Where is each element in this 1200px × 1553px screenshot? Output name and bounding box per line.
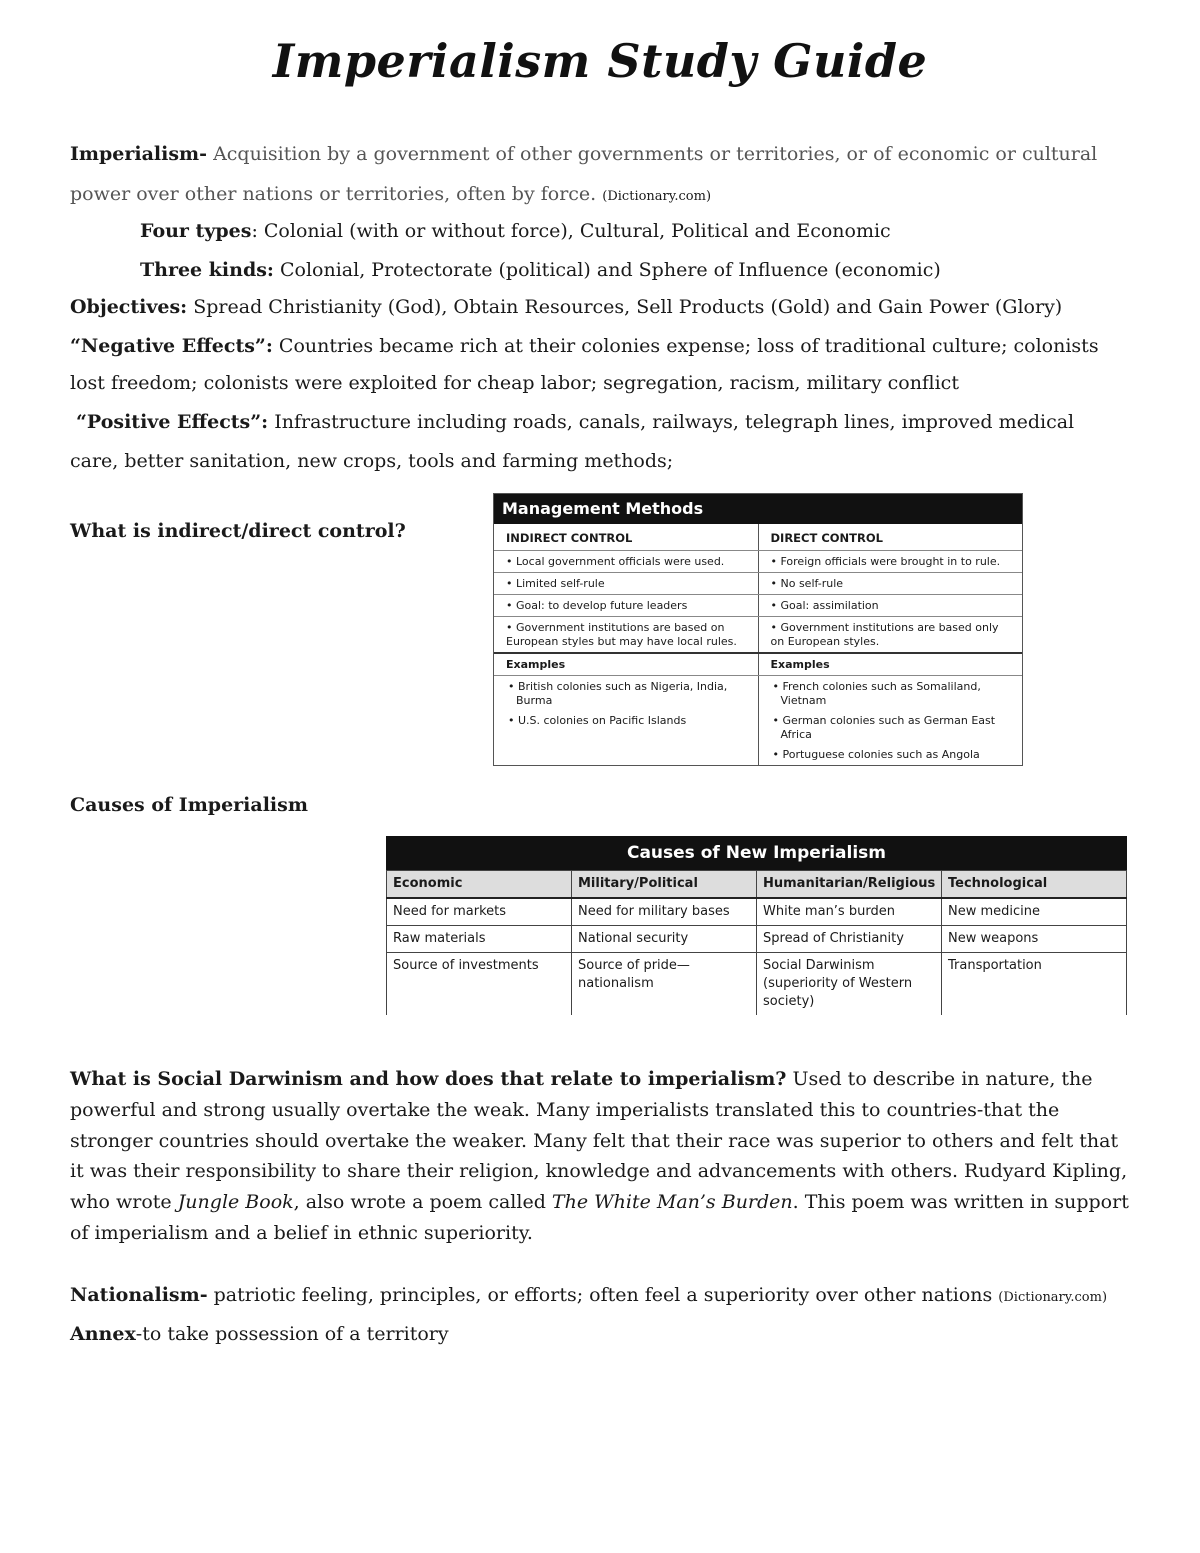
positive-effects-label: “Positive Effects”:	[76, 411, 269, 433]
indirect-control-header: INDIRECT CONTROL	[494, 524, 758, 551]
table-cell: • Government institutions are based on European styles but may have local rules.	[494, 617, 758, 654]
direct-control-header: DIRECT CONTROL	[758, 524, 1022, 551]
table-row	[387, 953, 1127, 1016]
management-methods-table	[493, 493, 1023, 766]
imperialism-term: Imperialism-	[70, 143, 208, 165]
jungle-book-title: Jungle Book	[177, 1191, 294, 1214]
four-types-text: : Colonial (with or without force), Cultural, Political and Economic	[251, 220, 891, 242]
table-cell: • Local government officials were used.	[494, 551, 758, 573]
negative-effects-text-cont: lost freedom; colonists were exploited for cheap labor; segregation, racism, military conflict	[70, 372, 959, 394]
control-question-text: What is indirect/direct control?	[70, 520, 406, 542]
nationalism-term: Nationalism-	[70, 1284, 208, 1306]
examples-label: Examples	[758, 653, 1022, 676]
annex-term: Annex	[70, 1323, 136, 1345]
table-cell: Transportation	[942, 953, 1127, 1016]
table-cell: Source of investments	[387, 953, 572, 1016]
imperialism-definition-line	[70, 142, 1097, 166]
list-item: • U.S. colonies on Pacific Islands	[508, 714, 687, 727]
nationalism-definition	[70, 1283, 1107, 1310]
annex-definition	[70, 1322, 449, 1346]
table-cell: • Goal: assimilation	[758, 595, 1022, 617]
three-kinds-label: Three kinds:	[140, 259, 274, 281]
list-item: • British colonies such as Nigeria, India, Burma	[508, 680, 728, 707]
table-cell: • No self-rule	[758, 573, 1022, 595]
social-darwinism-text-3: . This poem was written in support of imperialism and a belief in ethnic superiority.	[70, 1191, 1129, 1244]
list-item: • French colonies such as Somaliland, Vietnam	[772, 680, 981, 707]
table-cell: • Government institutions are based only on European styles.	[758, 617, 1022, 654]
social-darwinism-paragraph	[70, 1064, 1130, 1249]
table-cell: White man’s burden	[757, 898, 942, 926]
imperialism-definition-line-2	[70, 182, 711, 209]
annex-text: -to take possession of a territory	[135, 1323, 449, 1345]
negative-effects-label: “Negative Effects”:	[70, 335, 273, 357]
causes-heading-text: Causes of Imperialism	[70, 794, 308, 816]
control-question	[70, 519, 406, 543]
management-methods-title: Management Methods	[494, 494, 1022, 524]
table-cell: Need for military bases	[572, 898, 757, 926]
column-header: Humanitarian/Religious	[757, 871, 942, 899]
column-header: Technological	[942, 871, 1127, 899]
table-cell: • Goal: to develop future leaders	[494, 595, 758, 617]
negative-effects	[70, 334, 1099, 358]
table-cell: Social Darwinism (superiority of Western society)	[757, 953, 942, 1016]
examples-label: Examples	[494, 653, 758, 676]
social-darwinism-text: Used to describe in nature, the powerful and strong usually overtake the weak. Many imperialists translated this to countries-that the stronger countries should overtake the weaker. Many felt that their race was superior to others and felt that it was their responsibility to share their religion, knowledge and advancements with others. Rudyard Kipling, who wrote	[70, 1068, 1128, 1214]
list-item: • German colonies such as German East Africa	[772, 714, 996, 741]
direct-examples	[758, 676, 1022, 766]
objectives-text: Spread Christianity (God), Obtain Resources, Sell Products (Gold) and Gain Power (Glory)	[187, 296, 1063, 318]
positive-effects-text: Infrastructure including roads, canals, railways, telegraph lines, improved medical	[268, 411, 1075, 433]
causes-table	[386, 836, 1127, 1007]
indirect-examples	[494, 676, 758, 766]
table-cell: National security	[572, 926, 757, 953]
imperialism-definition: Acquisition by a government of other governments or territories, or of economic or cultural	[207, 143, 1098, 165]
table-cell: Raw materials	[387, 926, 572, 953]
four-types	[140, 219, 891, 243]
negative-effects-text: Countries became rich at their colonies expense; loss of traditional culture; colonists	[272, 335, 1099, 357]
table-cell: New weapons	[942, 926, 1127, 953]
causes-table-title: Causes of New Imperialism	[386, 836, 1127, 870]
nationalism-source: (Dictionary.com)	[998, 1290, 1108, 1305]
table-cell: • Limited self-rule	[494, 573, 758, 595]
four-types-label: Four types	[140, 220, 252, 242]
three-kinds-text: Colonial, Protectorate (political) and Sphere of Influence (economic)	[273, 259, 941, 281]
causes-heading	[70, 793, 308, 817]
positive-effects-line-2	[70, 449, 673, 473]
table-cell: Spread of Christianity	[757, 926, 942, 953]
column-header: Economic	[387, 871, 572, 899]
table-row	[387, 926, 1127, 953]
positive-effects-text-cont: care, better sanitation, new crops, tools and farming methods;	[70, 450, 674, 472]
imperialism-definition-cont: power over other nations or territories, often by force.	[70, 183, 597, 205]
negative-effects-line-2	[70, 371, 959, 395]
table-cell: New medicine	[942, 898, 1127, 926]
table-cell: • Foreign officials were brought in to rule.	[758, 551, 1022, 573]
table-cell: Source of pride—nationalism	[572, 953, 757, 1016]
nationalism-text: patriotic feeling, principles, or efforts; often feel a superiority over other nations	[207, 1284, 999, 1306]
page-title: Imperialism Study Guide	[272, 34, 928, 88]
poem-title: The White Man’s Burden	[551, 1191, 793, 1214]
objectives	[70, 295, 1062, 319]
table-cell: Need for markets	[387, 898, 572, 926]
list-item: • Portuguese colonies such as Angola	[772, 748, 980, 761]
objectives-label: Objectives:	[70, 296, 188, 318]
column-header: Military/Political	[572, 871, 757, 899]
social-darwinism-text-2: , also wrote a poem called	[293, 1191, 552, 1214]
social-darwinism-question: What is Social Darwinism and how does that relate to imperialism?	[70, 1068, 787, 1090]
three-kinds	[140, 258, 941, 282]
table-row	[387, 898, 1127, 926]
positive-effects	[76, 410, 1074, 434]
imperialism-source: (Dictionary.com)	[602, 189, 712, 204]
